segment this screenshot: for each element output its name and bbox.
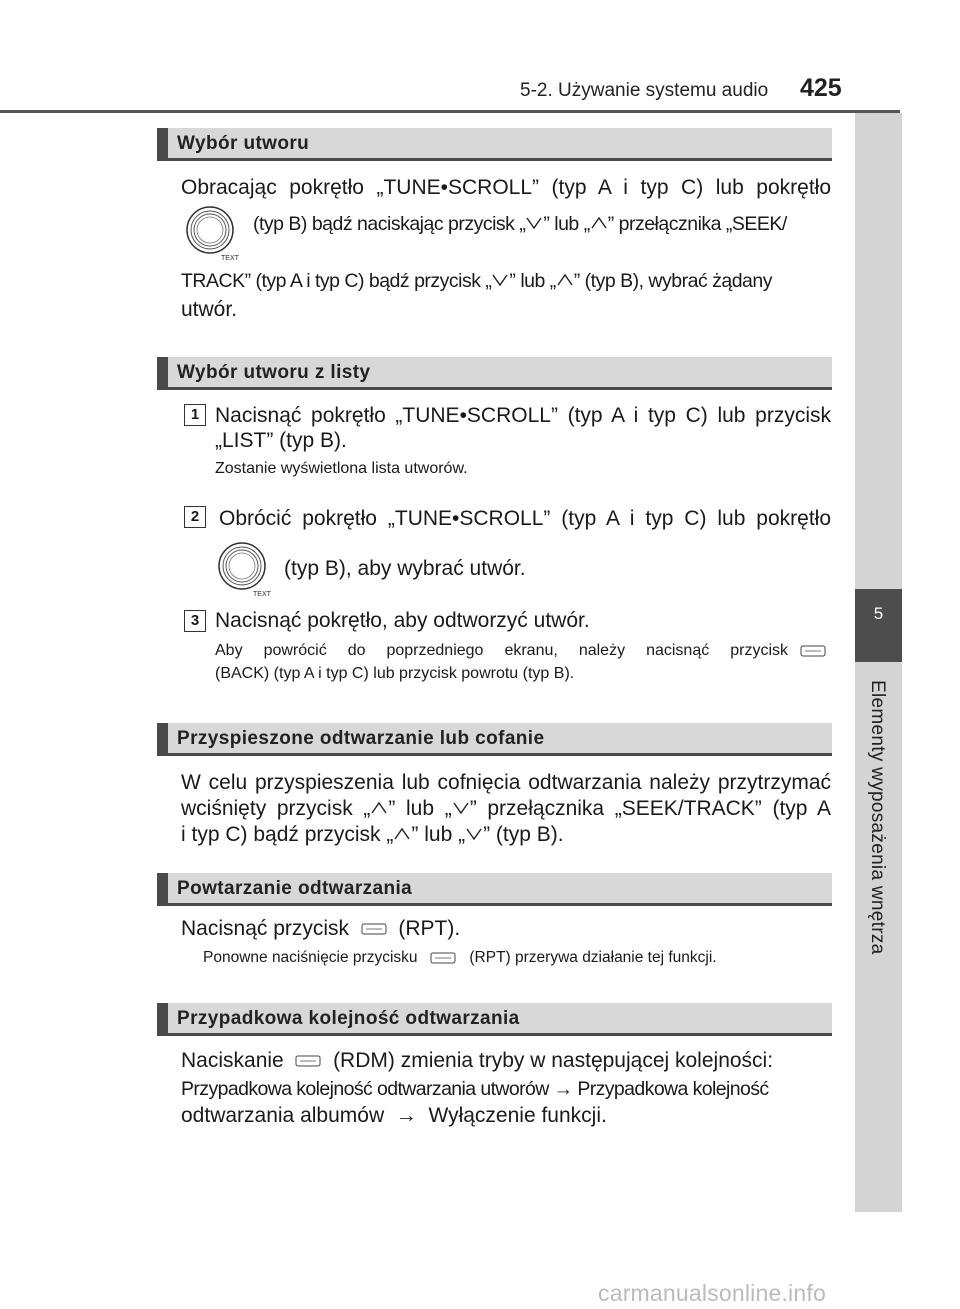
section-header-fast xyxy=(157,723,832,756)
step3-note-line2: (BACK) (typ A i typ C) lub przycisk powrotu (typ B). xyxy=(215,665,575,682)
watermark: carmanualsonline.info xyxy=(598,1280,826,1306)
chapter-number: 5 xyxy=(873,604,884,623)
step-number-1: 1 xyxy=(184,404,206,426)
page-number: 425 xyxy=(800,74,842,102)
random-line2: Przypadkowa kolejność odtwarzania utworów → Przypadkowa kolejność xyxy=(181,1078,769,1100)
chapter-tab-top xyxy=(855,113,902,589)
chevron-up-icon xyxy=(393,827,411,841)
section-header-random xyxy=(157,1003,832,1036)
header-divider xyxy=(0,110,900,113)
track-line1: Obracając pokrętło „TUNE•SCROLL” (typ A i typ C) lub pokrętło xyxy=(181,176,831,199)
chevron-up-icon xyxy=(590,216,608,230)
track-line3: TRACK” (typ A i typ C) bądź przycisk „ ” lub „ ” (typ B), wybrać żądany xyxy=(181,270,772,292)
step-number-3: 3 xyxy=(184,610,206,632)
step3-line1: Nacisnąć pokrętło, aby odtworzyć utwór. xyxy=(215,609,590,632)
chevron-up-icon xyxy=(370,801,388,815)
section-title-list: Wybór utworu z listy xyxy=(177,362,371,383)
section-header-repeat xyxy=(157,873,832,906)
section-header-track xyxy=(157,128,832,161)
step3-note-line1: Aby powrócić do poprzedniego ekranu, należy nacisnąć przycisk xyxy=(215,642,788,659)
arrow-right-icon: → xyxy=(395,1104,417,1127)
tune-knob-icon xyxy=(184,203,240,263)
section-title: 5-2. Używanie systemu audio xyxy=(520,80,769,101)
chapter-label: Elementy wyposażenia wnętrza xyxy=(867,680,888,955)
tune-knob-icon xyxy=(216,539,272,599)
section-title-random: Przypadkowa kolejność odtwarzania xyxy=(177,1008,520,1029)
chevron-down-icon xyxy=(525,216,543,230)
rpt-button-icon xyxy=(361,923,387,935)
chevron-down-icon xyxy=(491,273,509,287)
track-line2: (typ B) bądź naciskając przycisk „ ” lub „ ” przełącznika „SEEK/ xyxy=(253,213,787,235)
section-header-list xyxy=(157,357,832,390)
repeat-line1: Nacisnąć przycisk (RPT). xyxy=(181,917,461,940)
step2-line2: (typ B), aby wybrać utwór. xyxy=(284,557,526,580)
step1-note: Zostanie wyświetlona lista utworów. xyxy=(215,460,468,477)
random-line3: odtwarzania albumów → Wyłączenie funkcji. xyxy=(181,1104,607,1127)
svg-text:TEXT: TEXT xyxy=(221,255,239,262)
section-title-repeat: Powtarzanie odtwarzania xyxy=(177,878,413,899)
section-title-fast: Przyspieszone odtwarzanie lub cofanie xyxy=(177,728,545,749)
step1-line2: „LIST” (typ B). xyxy=(215,429,347,452)
repeat-note: Ponowne naciśnięcie przycisku (RPT) przerywa działanie tej funkcji. xyxy=(203,949,717,966)
track-line4: utwór. xyxy=(181,298,238,321)
step1-line1: Nacisnąć pokrętło „TUNE•SCROLL” (typ A i typ C) lub przycisk xyxy=(215,404,831,427)
back-button-icon xyxy=(800,645,826,657)
arrow-right-icon: → xyxy=(553,1078,573,1100)
fast-line2: wciśnięty przycisk „ ” lub „ ” przełącznika „SEEK/TRACK” (typ A xyxy=(181,797,831,820)
section-title-track: Wybór utworu xyxy=(177,133,310,154)
chevron-down-icon xyxy=(452,801,470,815)
rdm-button-icon xyxy=(295,1055,321,1067)
chapter-tab-number-block xyxy=(855,589,902,662)
chevron-up-icon xyxy=(556,273,574,287)
rpt-button-icon xyxy=(430,952,456,964)
svg-text:TEXT: TEXT xyxy=(253,591,271,598)
step-number-2: 2 xyxy=(184,506,206,528)
fast-line3: i typ C) bądź przycisk „ ” lub „ ” (typ B). xyxy=(181,823,564,846)
chevron-down-icon xyxy=(465,827,483,841)
step2-line1: Obrócić pokrętło „TUNE•SCROLL” (typ A i typ C) lub pokrętło xyxy=(219,507,831,530)
fast-line1: W celu przyspieszenia lub cofnięcia odtwarzania należy przytrzymać xyxy=(181,771,831,794)
random-line1: Naciskanie (RDM) zmienia tryby w następującej kolejności: xyxy=(181,1049,774,1072)
